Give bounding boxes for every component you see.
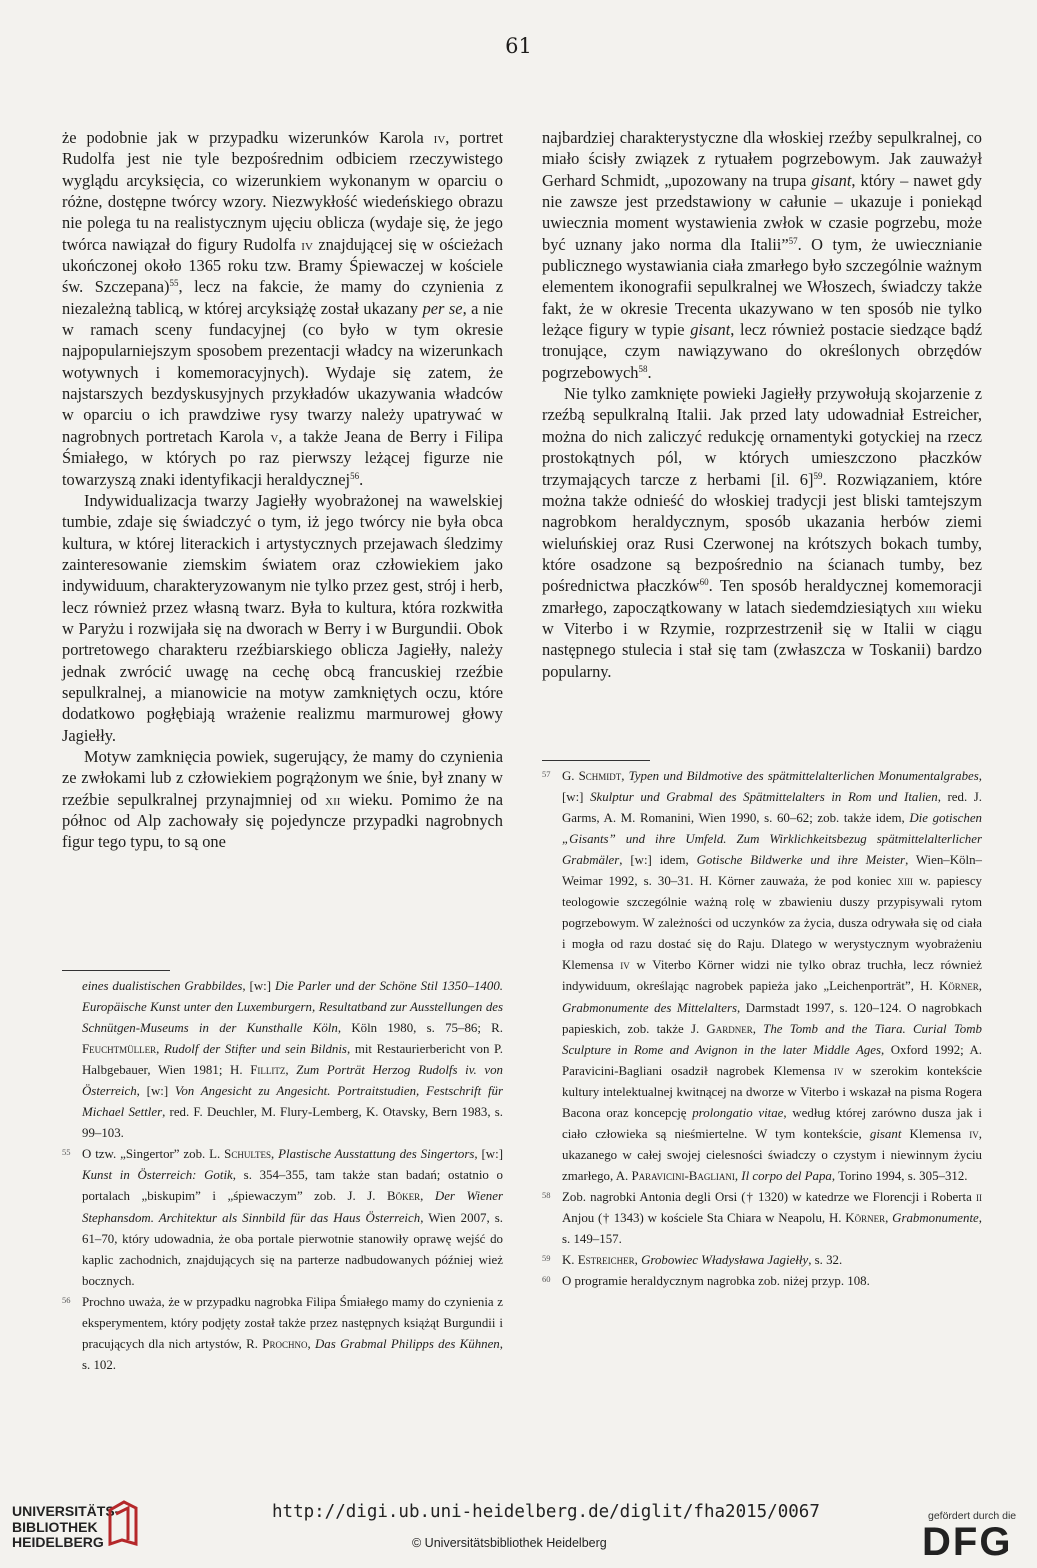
footnote-text: Prochno uważa, że w przypadku nagrobka Filipa Śmiałego mamy do czynienia z eksperymentem, który podjęty został także przez następnych książąt Burgundii i pracujących dla nich artystów, R. Prochno, Das Grabmal Philipps des Kühnen, s. 102. (82, 1294, 503, 1372)
footnote (62, 976, 503, 1144)
right-footnotes (542, 766, 982, 1292)
footnote-text: O programie heraldycznym nagrobka zob. niżej przyp. 108. (562, 1274, 870, 1289)
footnote-text: K. Estreicher, Grobowiec Władysława Jagiełły, s. 32. (562, 1253, 843, 1268)
library-logo[interactable] (12, 1504, 119, 1551)
footnote-number: 59 (542, 1253, 551, 1264)
left-footnotes (62, 976, 503, 1376)
footnote-number: 56 (62, 1294, 71, 1305)
right_column-paragraph: Nie tylko zamknięte powieki Jagiełły przywołują skojarzenie z rzeźbą sepulkralną Italii. Jak przed laty udowadniał Estreicher, można do nich zaliczyć redukcję ornamentyki gotyckiej na rzecz prostokątnych pól, w których umieszczono płaczków trzymających tarcze z herbami [il. 6]$^{59}$. Rozwiązaniem, które można także odnieść do włoskiej tradycji jest bliski tamtejszym nagrobkom heraldycznym, sposób ukazania herbów ziemi wieluńskiej oraz Rusi Czerwonej na krótszych bokach tumby, które osadzone są bezpośrednio na ścianach tumby, bez pośrednictwa płaczków$^{60}$. Ten sposób heraldycznej komemoracji zmarłego, zapoczątkowany w latach siedemdziesiątych xiii wieku w Viterbo i w Rzymie, rozprzestrzenił się w Italii w ciągu następnego stulecia i stał się tam (zwłaszcza w Toskanii) bardzo popularny. (542, 384, 982, 681)
library-name-line1: UNIVERSITÄTS- (12, 1503, 120, 1519)
footnote (542, 1187, 982, 1250)
footnote (542, 1250, 982, 1271)
footnote-number: 58 (542, 1189, 551, 1200)
library-emblem-icon (106, 1500, 140, 1546)
footnote (542, 1271, 982, 1292)
funding-caption: gefördert durch die (928, 1510, 1017, 1522)
dfg-logo[interactable]: DFG (922, 1520, 1013, 1564)
footnote-text: G. Schmidt, Typen und Bildmotive des spätmittelalterlichen Monumentalgrabes, [w:] Skulptur und Grabmal des Spätmittelalters in Rom und Italien, red. J. Garms, A. M. Romanini, Wien 1990, s. 60–62; zob. także idem, Die gotischen „Gisants” und ihre Umfeld. Zum Wirklichkeitsbezug spätmittelalterlicher Grabmäler, [w:] idem, Gotische Bildwerke und ihre Meister, Wien–Köln–Weimar 1992, s. 30–31. H. Körner zauważa, że pod koniec xiii w. papiescy teologowie szczególnie ważną rolę w zbawieniu duszy przypisywali rytom pogrzebowym. W zależności od uczynków za życia, dusza odrywała się od ciała i mogła od razu dostać się do Raju. Dlatego w werystycznym wyobrażeniu Klemensa iv w Viterbo Körner widzi nie tylko obraz truchła, lecz również indywiduum, określając nagrobek papieża jako „Leichenporträt”, H. Körner, Grabmonumente des Mittelalters, Darmstadt 1997, s. 120–124. O nagrobkach papieskich, zob. także J. Gardner, The Tomb and the Tiara. Curial Tomb Sculpture in Rome and Avignon in the later Middle Ages, Oxford 1992; A. Paravicini-Bagliani osadził nagrobek Klemensa iv w szerokim kontekście kultury intelektualnej kwitnącej na dworze w Viterbo i wskazał na pisma Rogera Bacona oraz koncepcję prolongatio vitae, według której zarówno dusza jak i ciało człowieka są nieśmiertelne. W tym kontekście, gisant Klemensa iv, ukazanego w całej swojej cielesności świadczy o czystym i niewinnym życiu zmarłego, A. Paravicini-Bagliani, Il corpo del Papa, Torino 1994, s. 305–312. (562, 769, 983, 1183)
left_column-paragraph: Indywidualizacja twarzy Jagiełły wyobrażonej na wawelskiej tumbie, zdaje się świadczyć o tym, iż jego twórcy nie była obca kultura, w której literackich i artystycznych przejawach śledzimy zainteresowanie ziemskim światem oraz człowiekiem jako indywiduum, charakteryzowanym nie tylko przez gest, strój i herb, lecz również przez własną twarz. Była to kultura, która rozkwitła w Paryżu i rozwijała się na dworach w Berry i w Burgundii. Obok portretowego charakteru rzeźbiarskiego oblicza Jagiełły, należy jednak zwrócić uwagę na cechę obcą francuskiej rzeźbie sepulkralnej, a mianowicie na motyw zamkniętych oczu, które dodatkowo pogłębiają wrażenie realizmu marmurowej głowy Jagiełły. (62, 490, 503, 745)
library-name-line3: HEIDELBERG (12, 1534, 104, 1550)
permalink-url[interactable]: http://digi.ub.uni-heidelberg.de/diglit/fha2015/0067 (272, 1502, 820, 1522)
footnote (542, 766, 982, 1187)
footnote (62, 1144, 503, 1291)
footnote-text: O tzw. „Singertor” zob. L. Schultes, Plastische Ausstattung des Singertors, [w:] Kunst in Österreich: Gotik, s. 354–355, tam także stan badań; ostatnio o portalach „biskupim” i „śpiewaczym” zob. J. J. Böker, Der Wiener Stephansdom. Architektur als Sinnbild für das Haus Österreich, Wien 2007, s. 61–70, który udowadnia, że oba portale pierwotnie stanowiły oprawę wejść do kaplic zachodnich, znajdujących się na parterze nadbudowanych później wież bocznych. (82, 1147, 503, 1288)
left_column-paragraph: Motyw zamknięcia powiek, sugerujący, że mamy do czynienia ze zwłokami lub z człowiekiem pogrążonym we śnie, był znany w rzeźbie sepulkralnej przynajmniej od xii wieku. Pomimo że na północ od Alp zachowały się pojedyncze przypadki nagrobnych figur tego typu, to są one (62, 746, 504, 852)
copyright-notice: © Universitätsbibliothek Heidelberg (412, 1536, 607, 1550)
right-footnote-rule (542, 760, 650, 761)
footnote-number: 55 (62, 1147, 71, 1158)
page-number: 61 (505, 34, 532, 58)
right-column-text (542, 127, 982, 682)
digitization-footer (0, 1492, 1037, 1568)
footnote-number: 60 (542, 1274, 551, 1285)
left-footnote-rule (62, 970, 170, 971)
footnote-text: Zob. nagrobki Antonia degli Orsi († 1320) w katedrze we Florencji i Roberta ii Anjou († 1343) w kościele Sta Chiara w Neapolu, H. Körner, Grabmonumente, s. 149–157. (562, 1189, 983, 1247)
library-name-line2: BIBLIOTHEK (12, 1518, 98, 1535)
left-column-text (62, 127, 503, 853)
footnote-text: eines dualistischen Grabbildes, [w:] Die Parler und der Schöne Stil 1350–1400. Europäische Kunst unter den Luxemburgern, Resultatband zur Ausstellungen des Schnütgen-Museums in der Kunsthalle Köln, Köln 1980, s. 75–86; R. Feuchtmüller, Rudolf der Stifter und sein Bildnis, mit Restaurierbericht von P. Halbgebauer, Wien 1981; H. Fillitz, Zum Porträt Herzog Rudolfs iv. von Österreich, [w:] Von Angesicht zu Angesicht. Portraitstudien, Festschrift für Michael Settler, red. F. Deuchler, M. Flury-Lemberg, K. Otavsky, Bern 1983, s. 99–103. (82, 979, 503, 1141)
right_column-paragraph: najbardziej charakterystyczne dla włoskiej rzeźby sepulkralnej, co miało ścisły związek z rytuałem pogrzebowym. Jak zauważył Gerhard Schmidt, „upozowany na trupa gisant, który – nawet gdy nie zawsze jest przedstawiony w całunie – ukazuje i poniekąd uwiecznia moment wystawienia zwłok w czasie pogrzebu, może być uznany jako norma dla Italii”$^{57}$. O tym, że uwiecznianie publicznego wystawiania ciała zmarłego było szczególnie ważnym elementem ikonografii sepulkralnej we Włoszech, świadczy także fakt, że w okresie Trecenta ukazywano w ten sposób nie tylko leżące figury w typie gisant, lecz również postacie siedzące bądź tronujące, czym nawiązywano do określonych obrzędów pogrzebowych$^{58}$. (542, 128, 982, 382)
footnote-number: 57 (542, 769, 551, 779)
footnote (62, 1292, 503, 1376)
left_column-paragraph: że podobnie jak w przypadku wizerunków Karola iv, portret Rudolfa jest nie tyle bezpośrednim odbiciem rzeczywistego wyglądu arcyksięcia, co wizerunkiem wykonanym w oparciu o różne, dostępne twórcy wzory. Niezwykłość wiedeńskiego obrazu nie polega tu na realistycznym ujęciu oblicza (wydaje się, że jego twórca nawiązał do figury Rudolfa iv znajdującej się w ościeżach ukończonej około 1365 roku tzw. Bramy Śpiewaczej w kościele św. Szczepana)$^{55}$, lecz na fakcie, że mamy do czynienia z niezależną tablicą, w której arcyksiążę został ukazany per se, a nie w ramach sceny fundacyjnej (co było w tym okresie najpopularniejszym sposobem prezentacji władcy na wizerunkach wotywnych i komemoracyjnych). Wydaje się zatem, że najstarszych bezdyskusyjnych przykładów ukazywania władców w oparciu o ich prawdziwe rysy twarzy należy upatrywać w nagrobnych portretach Karola v, a także Jeana de Berry i Filipa Śmiałego, w których po raz pierwszy leżącej figurze nie towarzyszą znaki identyfikacji heraldycznej$^{56}$. (62, 128, 503, 489)
